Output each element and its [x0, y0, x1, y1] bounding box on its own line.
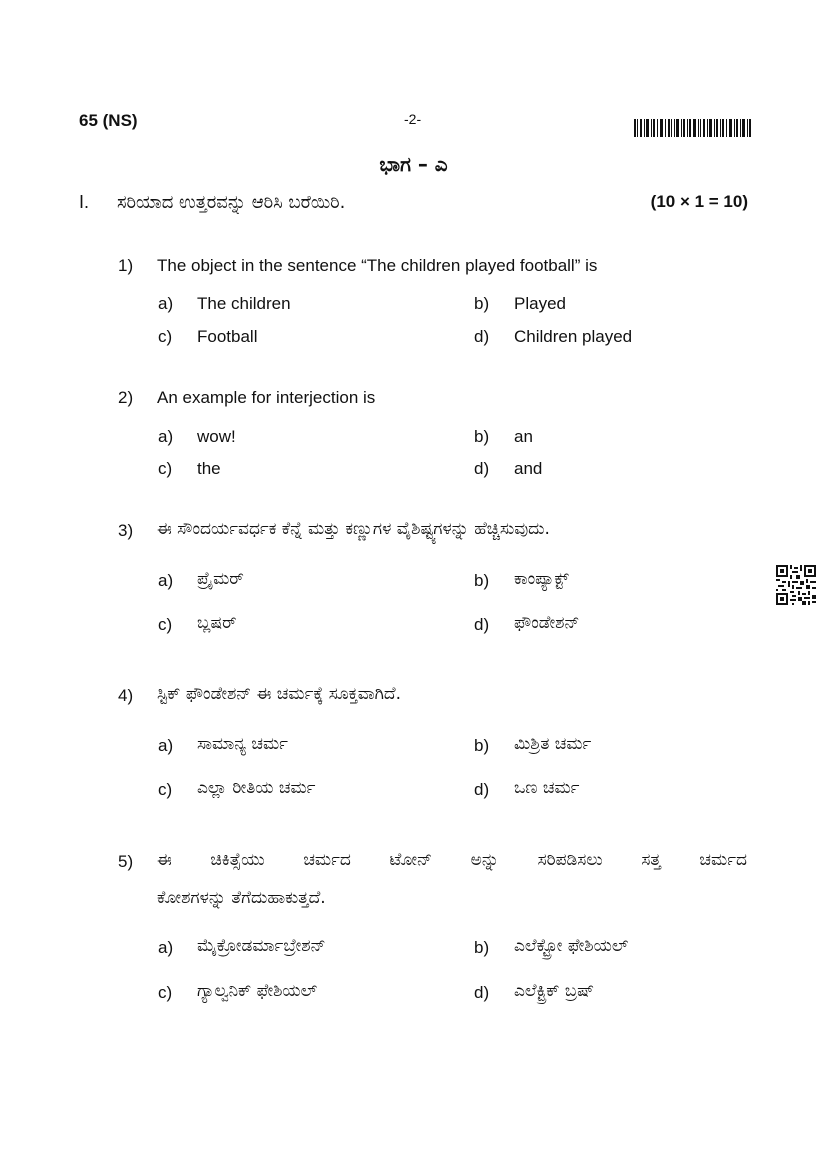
option-label: a): [158, 938, 174, 957]
question-text-line-1: ಈ ಚಿಕಿತ್ಸೆಯು ಚರ್ಮದ ಟೋನ್ ಅನ್ನು ಸರಿಪಡಿಸಲು ಸತ್ತ ಚರ್ಮದ: [157, 850, 747, 870]
question-text: An example for interjection is: [157, 388, 376, 407]
option-text: ಎಲ್ಲಾ ರೀತಿಯ ಚರ್ಮ: [197, 778, 316, 798]
option-label: b): [474, 427, 490, 446]
barcode-icon: [634, 119, 751, 137]
option-text: ಪ್ರೈಮರ್: [197, 569, 244, 589]
option-label: d): [474, 615, 490, 634]
option-label: b): [474, 736, 490, 755]
option-label: d): [474, 983, 490, 1002]
option-label: a): [158, 427, 174, 446]
option-label: d): [474, 780, 490, 799]
question-text: ಸ್ಟಿಕ್ ಫೌಂಡೇಶನ್ ಈ ಚರ್ಮಕ್ಕೆ ಸೂಕ್ತವಾಗಿದೆ.: [157, 684, 401, 704]
option-label: b): [474, 938, 490, 957]
question-number: 1): [118, 256, 134, 275]
option-label: a): [158, 294, 174, 313]
question-text: The object in the sentence “The children played football” is: [157, 256, 598, 275]
option-text: Played: [514, 294, 566, 313]
option-text: the: [197, 459, 221, 478]
option-label: a): [158, 571, 174, 590]
option-text: ಫೌಂಡೇಶನ್: [514, 613, 580, 633]
option-label: a): [158, 736, 174, 755]
question-number: 4): [118, 686, 134, 705]
paper-code: 65 (NS): [79, 111, 138, 130]
option-text: wow!: [197, 427, 236, 446]
option-text: ಸಾಮಾನ್ಯ ಚರ್ಮ: [197, 734, 288, 754]
section-number: I.: [79, 192, 90, 212]
option-text: ಬ್ಲಷರ್: [197, 613, 237, 633]
option-label: c): [158, 780, 173, 799]
section-instruction: ಸರಿಯಾದ ಉತ್ತರವನ್ನು ಆರಿಸಿ ಬರೆಯಿರಿ.: [117, 192, 346, 213]
qr-code-icon: [776, 565, 816, 605]
option-text: ಮಿಶ್ರಿತ ಚರ್ಮ: [514, 734, 592, 754]
option-text: Football: [197, 327, 258, 346]
part-title: ಭಾಗ – ಎ: [379, 152, 448, 176]
option-text: ಎಲೆಕ್ಟ್ರೋ ಫೇಶಿಯಲ್: [514, 936, 629, 956]
question-number: 5): [118, 852, 134, 871]
option-label: c): [158, 327, 173, 346]
option-label: b): [474, 571, 490, 590]
option-text: ಕಾಂಪ್ಯಾಕ್ಟ್: [514, 569, 569, 589]
option-text: The children: [197, 294, 291, 313]
option-label: c): [158, 983, 173, 1002]
option-label: d): [474, 327, 490, 346]
question-number: 2): [118, 388, 134, 407]
option-text: and: [514, 459, 543, 478]
option-label: c): [158, 615, 173, 634]
section-marks: (10 × 1 = 10): [650, 192, 748, 211]
question-text-line-2: ಕೋಶಗಳನ್ನು ತೆಗೆದುಹಾಕುತ್ತದೆ.: [157, 888, 326, 908]
question-text: ಈ ಸೌಂದರ್ಯವರ್ಧಕ ಕೆನ್ನೆ ಮತ್ತು ಕಣ್ಣುಗಳ ವೈಶಿಷ್ಟ್ಯಗಳನ್ನು ಹೆಚ್ಚಿಸುವುದು.: [157, 519, 550, 539]
option-text: Children played: [514, 327, 633, 346]
option-text: ಗ್ಯಾಲ್ವನಿಕ್ ಫೇಶಿಯಲ್: [197, 981, 318, 1001]
option-label: d): [474, 459, 490, 478]
page-number: -2-: [404, 111, 422, 127]
option-text: ಒಣ ಚರ್ಮ: [514, 778, 580, 798]
option-text: ಎಲೆಕ್ಟ್ರಿಕ್ ಬ್ರಷ್: [514, 981, 595, 1001]
question-number: 3): [118, 521, 134, 540]
option-label: b): [474, 294, 490, 313]
option-text: an: [514, 427, 533, 446]
option-text: ಮೈಕ್ರೋಡರ್ಮಾಬ್ರೇಶನ್: [197, 936, 326, 956]
option-label: c): [158, 459, 173, 478]
